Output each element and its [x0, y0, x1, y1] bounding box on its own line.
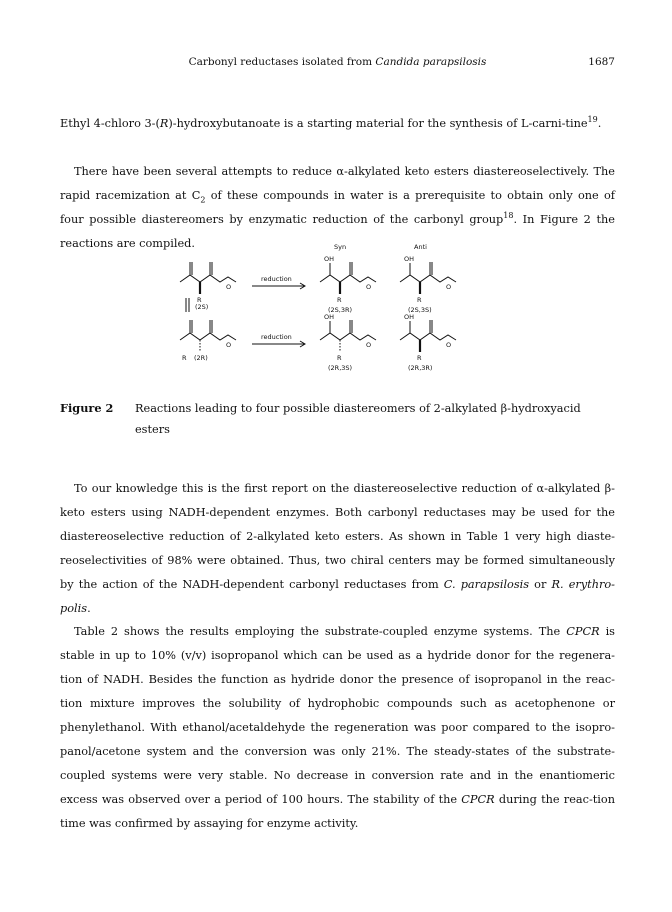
reduction-label-bottom: reduction — [261, 333, 292, 341]
page-number: 1687 — [588, 56, 615, 68]
oh-label: OH — [404, 255, 415, 263]
citation-18: 18 — [503, 211, 514, 221]
r-group-label: R — [417, 354, 422, 362]
product-config-anti-top: (2S,3S) — [408, 306, 432, 314]
reaction-scheme-svg — [170, 240, 510, 380]
figure-caption-text: Reactions leading to four possible diastereomers of 2-alkylated β-hydroxyacid esters — [135, 402, 581, 436]
product-config-syn-bottom: (2R,3S) — [328, 364, 353, 372]
ester-oxygen-label: O — [446, 341, 452, 349]
paragraph-3: To our knowledge this is the first report on the diastereoselective reduction of α-alkylated β-keto esters using NADH-dependent enzymes. Both carbonyl reductases may be used for the diastereoselective reduction of 2-alkylated keto esters. As shown in Table 1 very high diaste-reoselectivities of 98% were obtained. Thus, two chiral centers may be formed simultaneously by the action of the NADH-dependent carbonyl reductases from C. parapsilosis or R. erythro-polis. — [60, 482, 616, 615]
paragraph-4: Table 2 shows the results employing the substrate-coupled enzyme systems. The CPCR is stable in up to 10% (v/v) isopropanol which can be used as a hydride donor for the regenera-tion of NADH. Besides the function as hydride donor the presence of isopropanol in the reac-tion mixture improves the solubility of hydrophobic compounds such as acetophenone or phenylethanol. With ethanol/acetaldehyde the regeneration was poor compared to the isopro-panol/acetone system and the conversion was only 21%. The steady-states of the substrate-coupled systems were very stable. No decrease in conversion rate and in the enantiomeric excess was observed over a period of 100 hours. The stability of the CPCR during the reac-tion time was confirmed by assaying for enzyme activity. — [60, 625, 615, 830]
ester-oxygen-label: O — [366, 283, 372, 291]
r-group-label: R — [337, 354, 342, 362]
running-title-species: Candida parapsilosis — [375, 56, 487, 68]
substrate-config-bottom: (2R) — [194, 354, 208, 362]
oh-label: OH — [324, 255, 335, 263]
ester-oxygen-label: O — [226, 341, 232, 349]
r-group-label: R — [182, 354, 187, 362]
running-title: Carbonyl reductases isolated from Candida parapsilosis — [188, 56, 487, 68]
ester-oxygen-label: O — [226, 283, 232, 291]
r-group-label: R — [337, 296, 342, 304]
ester-oxygen-label: O — [366, 341, 372, 349]
reduction-label-top: reduction — [261, 275, 292, 283]
paragraph-1: Ethyl 4-chloro 3-(R)-hydroxybutanoate is a starting material for the synthesis of L-carni-tine$^{19}$. — [60, 115, 602, 130]
citation-19: 19 — [587, 115, 598, 125]
product-config-anti-bottom: (2R,3R) — [408, 364, 433, 372]
r-group-label: R — [417, 296, 422, 304]
product-config-syn-top: (2S,3R) — [328, 306, 353, 314]
figure-2-reaction-scheme — [170, 240, 510, 380]
substrate-config-top: (2S) — [195, 303, 209, 311]
oh-label: OH — [324, 313, 335, 321]
ester-oxygen-label: O — [446, 283, 452, 291]
figure-label: Figure 2 — [60, 401, 114, 415]
paragraph-2: There have been several attempts to reduce α-alkylated keto esters diastereoselectively. The rapid racemization at $C_2$ of these compounds in water is a prerequisite to obtain only one of four possible diastereomers by enzymatic reduction of the carbonyl group$^{18}$. In Figure 2 the reactions are compiled. — [60, 165, 615, 250]
syn-label: Syn — [334, 243, 347, 251]
r-group-label: R — [197, 296, 202, 304]
oh-label: OH — [404, 313, 415, 321]
anti-label: Anti — [414, 243, 427, 251]
